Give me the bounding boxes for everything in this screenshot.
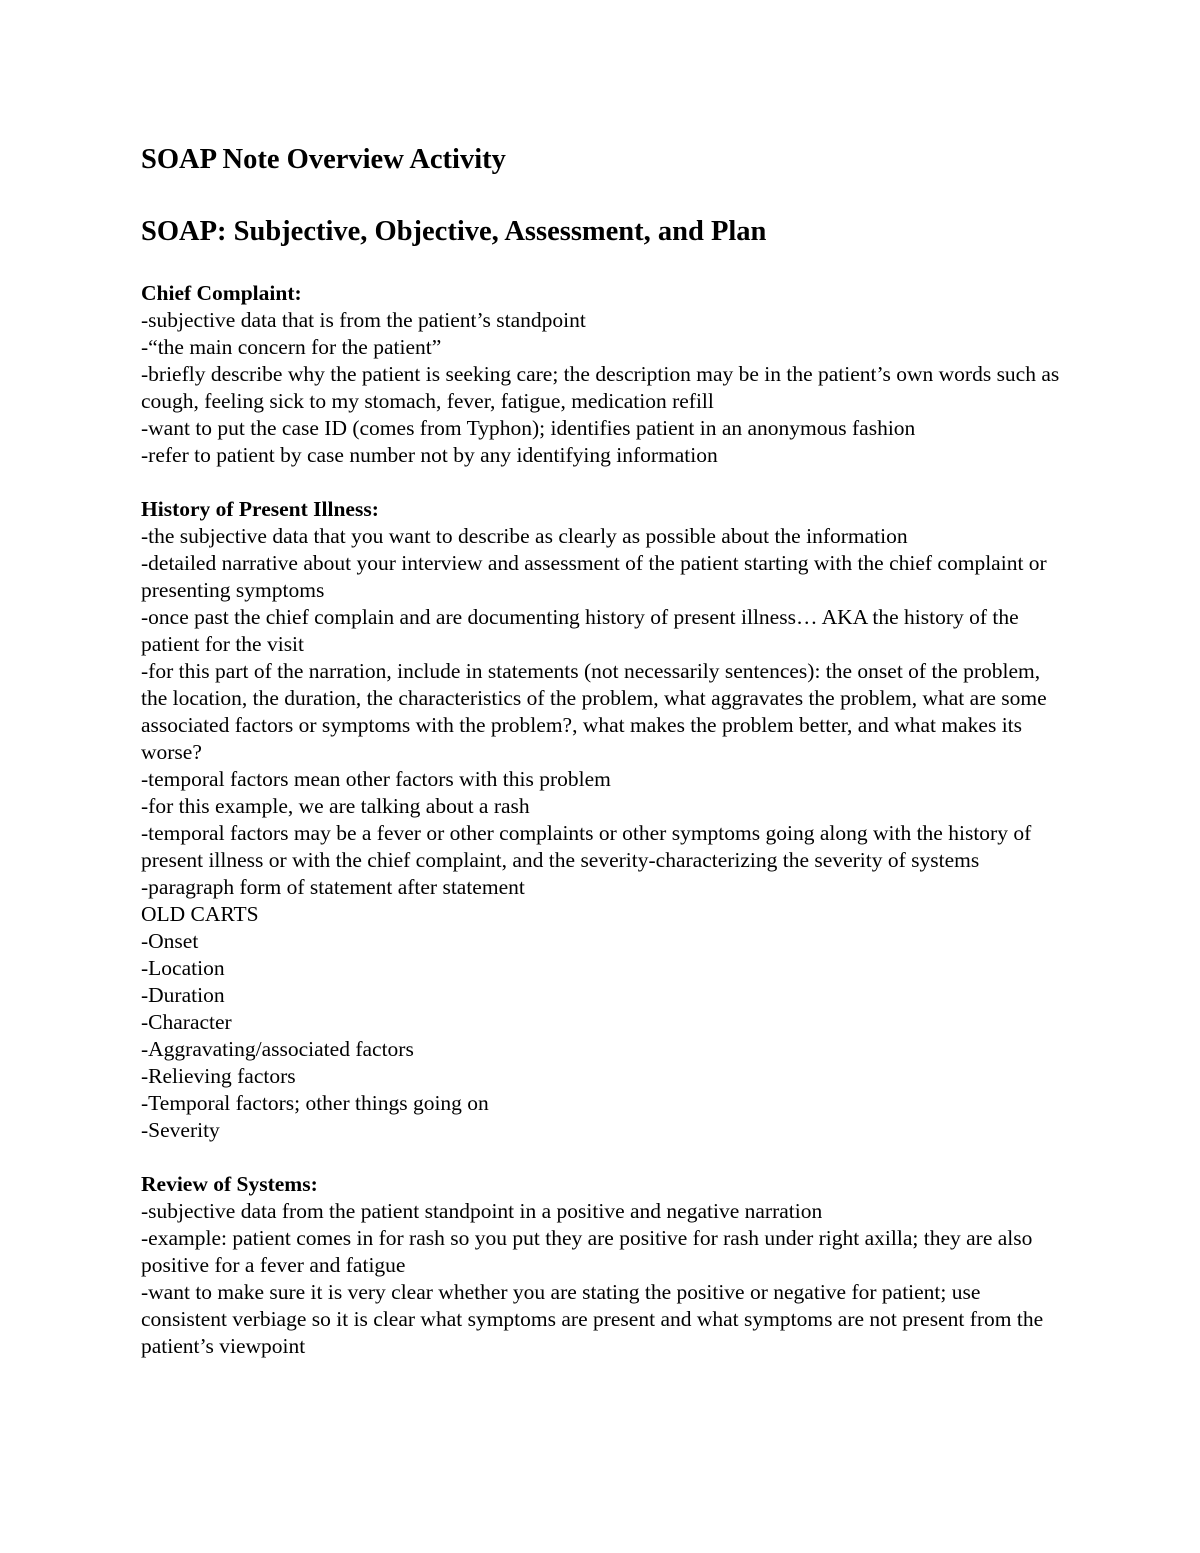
section-chief-complaint bbox=[141, 280, 1061, 469]
mnemonic-item: -Temporal factors; other things going on bbox=[141, 1091, 489, 1115]
mnemonic-item: -Duration bbox=[141, 983, 225, 1007]
bullet-line: -want to make sure it is very clear whether you are stating the positive or negative for patient; use consistent verbiage so it is clear what symptoms are present and what symptoms are not present from the patient’s viewpoint bbox=[141, 1280, 1044, 1358]
bullet-line: -“the main concern for the patient” bbox=[141, 335, 442, 359]
bullet-line: -refer to patient by case number not by any identifying information bbox=[141, 443, 718, 467]
bullet-line: -example: patient comes in for rash so you put they are positive for rash under right axilla; they are also positive for a fever and fatigue bbox=[141, 1226, 1033, 1277]
mnemonic-item: -Relieving factors bbox=[141, 1064, 296, 1088]
mnemonic-item: -Location bbox=[141, 956, 225, 980]
document-body bbox=[141, 140, 1061, 1387]
bullet-line: -the subjective data that you want to describe as clearly as possible about the information bbox=[141, 524, 908, 548]
document-subtitle: SOAP: Subjective, Objective, Assessment, and Plan bbox=[141, 216, 767, 247]
bullet-line: -briefly describe why the patient is seeking care; the description may be in the patient’s own words such as cough, feeling sick to my stomach, fever, fatigue, medication refill bbox=[141, 362, 1060, 413]
bullet-line: -for this part of the narration, include in statements (not necessarily sentences): the onset of the problem, the location, the duration, the characteristics of the problem, what aggravates the problem, what are some associated factors or symptoms with the problem?, what makes the problem better, and what makes its worse? bbox=[141, 659, 1047, 764]
bullet-line: -want to put the case ID (comes from Typhon); identifies patient in an anonymous fashion bbox=[141, 416, 916, 440]
bullet-line: -once past the chief complain and are documenting history of present illness… AKA the history of the patient for the visit bbox=[141, 605, 1019, 656]
mnemonic-label: OLD CARTS bbox=[141, 902, 259, 926]
bullet-line: -subjective data from the patient standpoint in a positive and negative narration bbox=[141, 1199, 823, 1223]
mnemonic-item: -Onset bbox=[141, 929, 199, 953]
section-review-of-systems bbox=[141, 1171, 1061, 1360]
document-title: SOAP Note Overview Activity bbox=[141, 144, 506, 175]
mnemonic-item: -Character bbox=[141, 1010, 232, 1034]
mnemonic-item: -Aggravating/associated factors bbox=[141, 1037, 414, 1061]
bullet-line: -temporal factors may be a fever or other complaints or other symptoms going along with the history of present illness or with the chief complaint, and the severity-characterizing the severity of systems bbox=[141, 821, 1032, 872]
bullet-line: -paragraph form of statement after statement bbox=[141, 875, 525, 899]
bullet-line: -subjective data that is from the patient’s standpoint bbox=[141, 308, 586, 332]
section-heading: Review of Systems: bbox=[141, 1172, 318, 1196]
section-heading: History of Present Illness: bbox=[141, 497, 379, 521]
section-heading: Chief Complaint: bbox=[141, 281, 302, 305]
section-history-present-illness bbox=[141, 496, 1061, 1144]
bullet-line: -detailed narrative about your interview and assessment of the patient starting with the chief complaint or presenting symptoms bbox=[141, 551, 1047, 602]
bullet-line: -temporal factors mean other factors with this problem bbox=[141, 767, 611, 791]
bullet-line: -for this example, we are talking about a rash bbox=[141, 794, 530, 818]
mnemonic-item: -Severity bbox=[141, 1118, 220, 1142]
